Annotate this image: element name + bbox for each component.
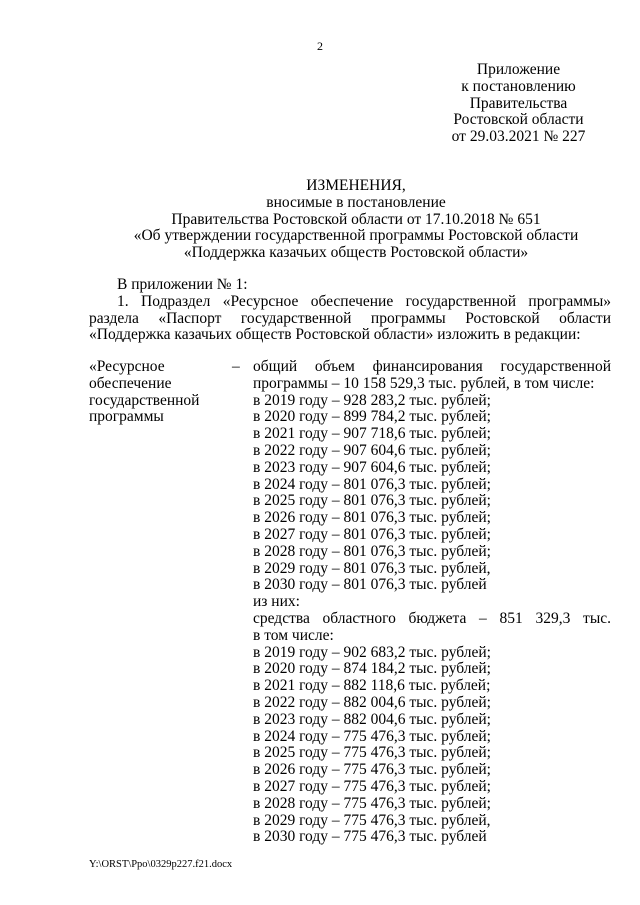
item-line: раздела «Паспорт государственной программы Ростовской области xyxy=(89,310,611,327)
annex-line: Приложение xyxy=(476,61,561,78)
total-by-year-list xyxy=(253,393,611,595)
label-line: «Ресурсное xyxy=(89,358,165,375)
year-line: в 2019 году – 928 283,2 тыс. рублей; xyxy=(253,392,491,409)
title-line: Правительства Ростовской области от 17.10.2018 № 651 xyxy=(171,210,541,228)
year-line: в 2021 году – 907 718,6 тыс. рублей; xyxy=(253,426,491,443)
title-line: «Об утверждении государственной программы Ростовской области xyxy=(133,227,579,245)
year-line: в 2027 году – 775 476,3 тыс. рублей; xyxy=(253,778,491,795)
appendix-line: В приложении № 1: xyxy=(117,276,248,293)
year-line: в 2023 году – 882 004,6 тыс. рублей; xyxy=(253,711,491,728)
year-line: в 2026 году – 775 476,3 тыс. рублей; xyxy=(253,762,491,779)
year-line: в 2028 году – 801 076,3 тыс. рублей; xyxy=(253,543,491,560)
year-line: в 2020 году – 899 784,2 тыс. рублей; xyxy=(253,409,491,426)
item-line: 1. Подраздел «Ресурсное обеспечение государственной программы» xyxy=(117,293,611,310)
of-them-line: из них: xyxy=(253,594,300,611)
document-title xyxy=(96,178,616,262)
year-line: в 2022 году – 882 004,6 тыс. рублей; xyxy=(253,694,491,711)
title-line: вносимые в постановление xyxy=(266,193,446,211)
funding-list xyxy=(253,359,611,846)
regional-by-year-list xyxy=(253,645,611,847)
year-line: в 2027 году – 801 076,3 тыс. рублей; xyxy=(253,526,491,543)
year-line: в 2029 году – 775 476,3 тыс. рублей, xyxy=(253,812,491,829)
item-line: «Поддержка казачьих обществ Ростовской области» изложить в редакции: xyxy=(89,326,581,344)
intro-text xyxy=(89,277,611,344)
year-line: в 2030 году – 801 076,3 тыс. рублей xyxy=(253,577,487,594)
section-dash: – xyxy=(232,358,240,375)
regional-line: средства областного бюджета – 851 329,3 тыс. xyxy=(253,610,611,627)
annex-line: Правительства xyxy=(469,94,568,112)
year-line: в 2028 году – 775 476,3 тыс. рублей; xyxy=(253,795,491,812)
year-line: в 2019 году – 902 683,2 тыс. рублей; xyxy=(253,644,491,661)
label-line: программы xyxy=(89,408,164,426)
annex-block xyxy=(446,62,591,146)
year-line: в 2030 году – 775 476,3 тыс. рублей xyxy=(253,829,487,846)
year-line: в 2023 году – 907 604,6 тыс. рублей; xyxy=(253,459,491,476)
label-line: обеспечение xyxy=(89,374,172,392)
total-line: общий объем финансирования государственной xyxy=(253,359,611,375)
annex-line: от 29.03.2021 № 227 xyxy=(451,128,586,146)
year-line: в 2025 году – 801 076,3 тыс. рублей; xyxy=(253,493,491,510)
year-line: в 2024 году – 801 076,3 тыс. рублей; xyxy=(253,476,491,493)
year-line: в 2026 году – 801 076,3 тыс. рублей; xyxy=(253,510,491,527)
annex-line: к постановлению xyxy=(461,77,576,95)
section-label xyxy=(89,359,229,426)
annex-line: Ростовской области xyxy=(453,111,584,129)
year-line: в 2029 году – 801 076,3 тыс. рублей, xyxy=(253,560,491,577)
year-line: в 2024 году – 775 476,3 тыс. рублей; xyxy=(253,728,491,745)
year-line: в 2021 году – 882 118,6 тыс. рублей; xyxy=(253,678,491,695)
total-line: программы – 10 158 529,3 тыс. рублей, в том числе: xyxy=(253,375,595,392)
year-line: в 2020 году – 874 184,2 тыс. рублей; xyxy=(253,661,491,678)
title-line: «Поддержка казачьих обществ Ростовской области» xyxy=(183,244,529,262)
year-line: в 2022 году – 907 604,6 тыс. рублей; xyxy=(253,442,491,459)
year-line: в 2025 году – 775 476,3 тыс. рублей; xyxy=(253,745,491,762)
regional-line: в том числе: xyxy=(253,627,334,644)
footer-file-path: Y:\ORST\Ppo\0329p227.f21.docx xyxy=(89,859,233,870)
page-number: 2 xyxy=(317,39,323,53)
label-line: государственной xyxy=(89,391,200,409)
title-line: ИЗМЕНЕНИЯ, xyxy=(306,177,406,194)
